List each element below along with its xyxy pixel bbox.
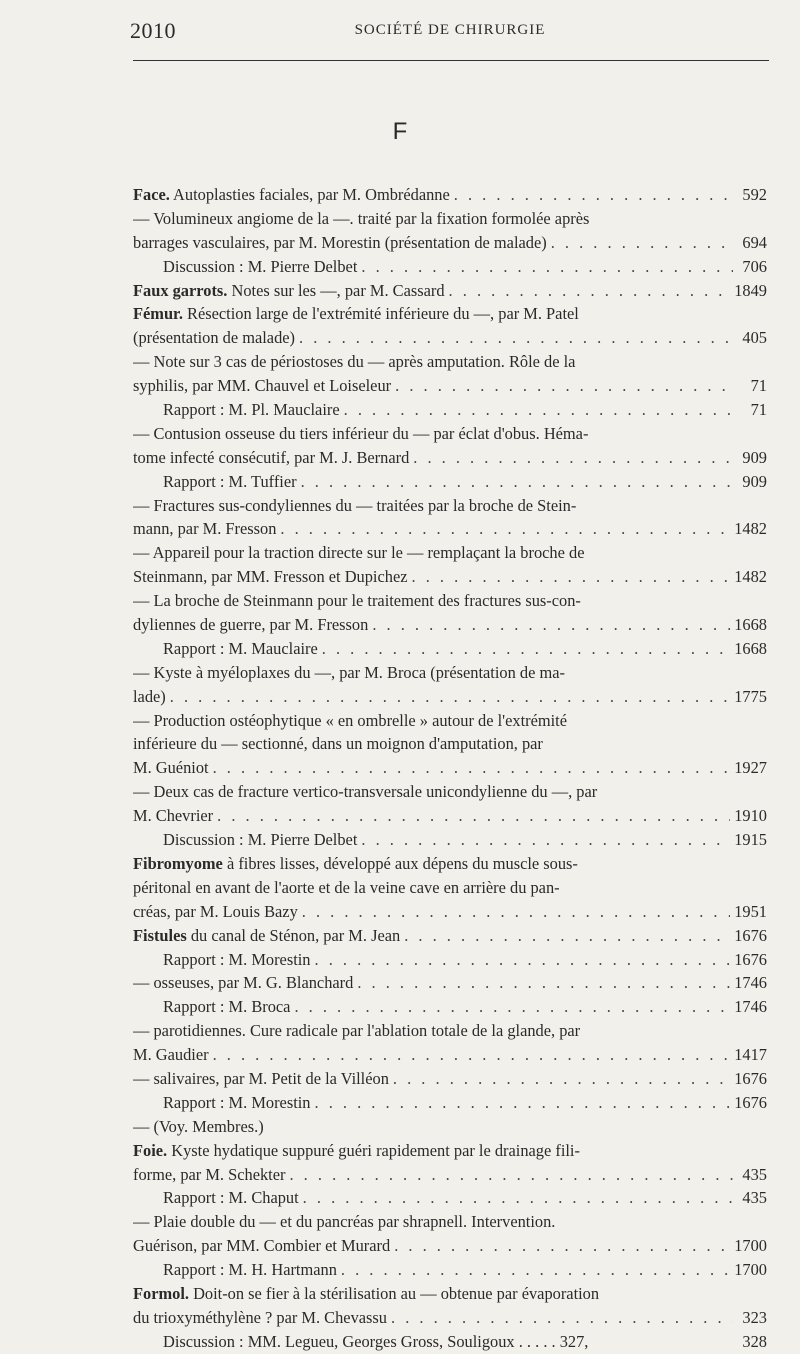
entry-keyword: Fibromyome xyxy=(133,853,223,873)
index-entry-line xyxy=(133,828,767,852)
entry-description: Rapport : M. Morestin xyxy=(163,949,311,969)
index-entry-line xyxy=(133,1163,767,1187)
index-entry-line xyxy=(133,852,767,876)
index-entry-line xyxy=(133,1258,767,1282)
page-reference: 909 xyxy=(742,447,767,467)
entry-description: — Volumineux angiome de la —. traité par la fixation formolée après xyxy=(133,208,590,228)
index-entry-line xyxy=(133,1234,767,1258)
page-reference: 1676 xyxy=(734,949,767,969)
page-reference: 1676 xyxy=(734,1092,767,1112)
entry-description: — Contusion osseuse du tiers inférieur du — par éclat d'obus. Héma- xyxy=(133,423,589,443)
entry-description: — Kyste à myéloplaxes du —, par M. Broca (présentation de ma- xyxy=(133,662,565,682)
entry-description: à fibres lisses, développé aux dépens du muscle sous- xyxy=(222,853,578,873)
leader-dots xyxy=(551,231,733,255)
leader-dots xyxy=(449,279,731,303)
entry-description: Rapport : M. Morestin xyxy=(163,1092,311,1112)
index-entry-line xyxy=(133,517,767,541)
entry-description: — La broche de Steinmann pour le traitement des fractures sus-con- xyxy=(133,591,581,611)
entry-description: barrages vasculaires, par M. Morestin (présentation de malade) xyxy=(133,232,547,252)
entry-description: Rapport : M. Chaput xyxy=(163,1188,299,1208)
index-entry-line xyxy=(133,207,767,231)
section-letter: F xyxy=(392,118,408,145)
leader-dots xyxy=(361,828,730,852)
entry-text xyxy=(133,231,547,255)
entry-description: du trioxyméthylène ? par M. Chevassu xyxy=(133,1307,387,1327)
index-entry-line xyxy=(133,637,767,661)
entry-description: (présentation de malade) xyxy=(133,328,296,348)
leader-dots xyxy=(213,1043,731,1067)
page-reference: 1746 xyxy=(734,973,767,993)
leader-dots xyxy=(357,971,730,995)
index-entry-line xyxy=(133,279,767,303)
entry-text xyxy=(133,1043,209,1067)
entry-description: dyliennes de guerre, par M. Fresson xyxy=(133,615,369,635)
index-entry-line xyxy=(133,804,767,828)
entry-description: M. Gaudier xyxy=(133,1045,209,1065)
entry-text xyxy=(133,183,450,207)
leader-dots xyxy=(393,1067,730,1091)
entry-text xyxy=(133,541,584,565)
entry-description: inférieure du — sectionné, dans un moignon d'amputation, par xyxy=(133,734,543,754)
page-reference: 1668 xyxy=(734,615,767,635)
leader-dots xyxy=(303,1186,733,1210)
entry-keyword: Formol. xyxy=(133,1283,189,1303)
entry-keyword: Face. xyxy=(133,185,170,204)
entry-text xyxy=(133,1019,580,1043)
entry-text xyxy=(133,565,408,589)
entry-description: Steinmann, par MM. Fresson et Dupichez xyxy=(133,567,408,587)
leader-dots xyxy=(301,470,733,494)
index-entry-line xyxy=(133,709,767,733)
entry-text xyxy=(133,780,597,804)
entry-text xyxy=(133,852,578,876)
entry-text xyxy=(163,1091,311,1115)
page-reference: 1951 xyxy=(734,901,767,921)
page-reference: 1910 xyxy=(734,806,767,826)
entry-text xyxy=(133,279,445,303)
entry-keyword: Fistules xyxy=(133,925,187,945)
entry-text xyxy=(133,350,575,374)
entry-description: tome infecté consécutif, par M. J. Bernard xyxy=(133,447,410,467)
entry-text xyxy=(163,637,318,661)
index-entry-line xyxy=(133,302,767,326)
page-reference: 1775 xyxy=(734,686,767,706)
entry-text xyxy=(133,971,353,995)
page-reference: 405 xyxy=(742,328,767,348)
index-entry-line xyxy=(133,589,767,613)
index-entry-line xyxy=(133,398,767,422)
index-entry-line xyxy=(133,1210,767,1234)
entry-description: — Deux cas de fracture vertico-transversale unicondylienne du —, par xyxy=(133,782,598,802)
leader-dots xyxy=(322,637,730,661)
page-reference: 1700 xyxy=(734,1260,767,1280)
index-entry-line xyxy=(133,1330,767,1354)
entry-description: du canal de Sténon, par M. Jean xyxy=(186,925,401,945)
entry-description: M. Chevrier xyxy=(133,806,214,826)
page-reference: 71 xyxy=(750,376,767,396)
leader-dots xyxy=(394,1234,730,1258)
entry-text xyxy=(163,995,290,1019)
index-entry-line xyxy=(133,1139,767,1163)
index-entry-line xyxy=(133,1115,767,1139)
page-header xyxy=(130,18,770,48)
leader-dots xyxy=(315,1091,731,1115)
leader-dots xyxy=(344,398,733,422)
index-entry-line xyxy=(133,494,767,518)
page-reference: 435 xyxy=(742,1188,767,1208)
entry-text xyxy=(133,1163,285,1187)
index-entry-line xyxy=(133,374,767,398)
leader-dots xyxy=(404,924,730,948)
page-reference: 1482 xyxy=(734,519,767,539)
page-number: 2010 xyxy=(130,18,176,43)
index-entry-line xyxy=(133,183,767,207)
leader-dots xyxy=(170,685,730,709)
page-reference: 909 xyxy=(742,471,767,491)
entry-description: — Note sur 3 cas de périostoses du — après amputation. Rôle de la xyxy=(133,352,576,372)
page-reference: 1927 xyxy=(734,758,767,778)
index-entry-line xyxy=(133,326,767,350)
index-entry-line xyxy=(133,732,767,756)
index-entry-line xyxy=(133,1282,767,1306)
page-reference: 1700 xyxy=(734,1236,767,1256)
index-entry-line xyxy=(133,876,767,900)
entry-description: — parotidiennes. Cure radicale par l'ablation totale de la glande, par xyxy=(133,1021,581,1041)
entry-text xyxy=(133,1139,580,1163)
entry-description: — salivaires, par M. Petit de la Villéon xyxy=(133,1068,389,1088)
entry-description: syphilis, par MM. Chauvel et Loiseleur xyxy=(133,376,392,396)
entry-text xyxy=(163,470,297,494)
leader-dots xyxy=(454,183,733,207)
page-reference: 328 xyxy=(742,1331,767,1351)
entry-text xyxy=(133,924,400,948)
page-reference: 1668 xyxy=(734,638,767,658)
entry-text xyxy=(133,613,368,637)
entry-description: Rapport : M. Tuffier xyxy=(163,471,297,491)
entry-description: Autoplasties faciales, par M. Ombrédanne xyxy=(169,185,450,204)
entry-text xyxy=(133,900,298,924)
page-reference: 435 xyxy=(742,1164,767,1184)
page-reference: 1676 xyxy=(734,1068,767,1088)
page-reference: 592 xyxy=(742,185,767,204)
index-entry-line xyxy=(133,1043,767,1067)
page-reference: 706 xyxy=(742,256,767,276)
entry-text xyxy=(163,398,340,422)
entry-text xyxy=(133,1067,389,1091)
entry-description: Discussion : M. Pierre Delbet xyxy=(163,256,358,276)
leader-dots xyxy=(412,565,731,589)
index-list xyxy=(133,183,767,1354)
entry-description: Rapport : M. Pl. Mauclaire xyxy=(163,400,340,420)
index-entry-line xyxy=(133,470,767,494)
entry-text xyxy=(133,302,579,326)
entry-text xyxy=(133,207,589,231)
index-entry-line xyxy=(133,1091,767,1115)
entry-text xyxy=(133,1306,387,1330)
entry-text xyxy=(163,1330,588,1354)
leader-dots xyxy=(395,374,733,398)
header-rule xyxy=(133,60,769,61)
leader-dots xyxy=(341,1258,730,1282)
entry-text xyxy=(133,494,576,518)
leader-dots xyxy=(217,804,730,828)
page-reference: 694 xyxy=(742,232,767,252)
entry-text xyxy=(133,422,588,446)
entry-description: créas, par M. Louis Bazy xyxy=(133,901,298,921)
entry-text xyxy=(133,517,276,541)
index-entry-line xyxy=(133,900,767,924)
page-reference: 1746 xyxy=(734,997,767,1017)
page-reference: 1676 xyxy=(734,925,767,945)
index-entry-line xyxy=(133,1186,767,1210)
index-entry-line xyxy=(133,685,767,709)
entry-description: forme, par M. Schekter xyxy=(133,1164,286,1184)
leader-dots xyxy=(372,613,730,637)
index-entry-line xyxy=(133,613,767,637)
entry-text xyxy=(133,732,543,756)
entry-text xyxy=(133,1282,599,1306)
index-entry-line xyxy=(133,661,767,685)
entry-description: Guérison, par MM. Combier et Murard xyxy=(133,1236,391,1256)
entry-text xyxy=(133,661,565,685)
entry-description: mann, par M. Fresson xyxy=(133,519,277,539)
entry-text xyxy=(133,756,209,780)
entry-description: Kyste hydatique suppuré guéri rapidement par le drainage fili- xyxy=(167,1140,580,1160)
entry-text xyxy=(163,948,311,972)
entry-description: Résection large de l'extrémité inférieure du —, par M. Patel xyxy=(182,304,579,324)
entry-text xyxy=(133,446,409,470)
leader-dots xyxy=(413,446,733,470)
page-reference: 323 xyxy=(742,1307,767,1327)
entry-keyword: Foie. xyxy=(133,1140,168,1160)
entry-keyword: Faux garrots. xyxy=(133,280,228,300)
index-entry-line xyxy=(133,948,767,972)
entry-text xyxy=(133,1115,264,1139)
entry-description: — osseuses, par M. G. Blanchard xyxy=(133,973,354,993)
leader-dots xyxy=(280,517,730,541)
index-entry-line xyxy=(133,756,767,780)
entry-text xyxy=(133,374,391,398)
index-entry-line xyxy=(133,1306,767,1330)
index-entry-line xyxy=(133,565,767,589)
entry-description: Doit-on se fier à la stérilisation au — obtenue par évaporation xyxy=(188,1283,600,1303)
index-entry-line xyxy=(133,255,767,279)
page-reference: 1417 xyxy=(734,1045,767,1065)
leader-dots xyxy=(361,255,733,279)
running-title: SOCIÉTÉ DE CHIRURGIE xyxy=(354,22,546,38)
entry-description: lade) xyxy=(133,686,166,706)
index-entry-line xyxy=(133,446,767,470)
entry-description: — Plaie double du — et du pancréas par shrapnell. Intervention. xyxy=(133,1212,556,1232)
entry-text xyxy=(163,1258,337,1282)
leader-dots xyxy=(315,948,731,972)
entry-text xyxy=(133,685,166,709)
entry-text xyxy=(133,1210,555,1234)
entry-text xyxy=(163,255,357,279)
entry-description: — Appareil pour la traction directe sur le — remplaçant la broche de xyxy=(133,543,585,563)
leader-dots xyxy=(213,756,731,780)
entry-description: Rapport : M. H. Hartmann xyxy=(163,1260,337,1280)
index-entry-line xyxy=(133,541,767,565)
entry-text xyxy=(133,589,581,613)
entry-description: — Fractures sus-condyliennes du — traitées par la broche de Stein- xyxy=(133,495,577,515)
entry-text xyxy=(133,876,560,900)
leader-dots xyxy=(299,326,733,350)
index-entry-line xyxy=(133,780,767,804)
entry-description: Discussion : M. Pierre Delbet xyxy=(163,830,358,850)
leader-dots xyxy=(302,900,730,924)
entry-keyword: Fémur. xyxy=(133,304,183,324)
index-entry-line xyxy=(133,971,767,995)
entry-text xyxy=(133,1234,390,1258)
entry-text xyxy=(163,1186,299,1210)
entry-text xyxy=(133,709,567,733)
leader-dots xyxy=(391,1306,733,1330)
leader-dots xyxy=(289,1163,733,1187)
entry-text xyxy=(133,326,295,350)
entry-description: Notes sur les —, par M. Cassard xyxy=(227,280,445,300)
entry-text xyxy=(133,804,213,828)
page-reference: 1849 xyxy=(734,280,767,300)
page-reference: 1915 xyxy=(734,830,767,850)
entry-description: Rapport : M. Broca xyxy=(163,997,291,1017)
entry-description: Rapport : M. Mauclaire xyxy=(163,638,318,658)
entry-text xyxy=(163,828,357,852)
leader-dots xyxy=(294,995,730,1019)
entry-description: — Production ostéophytique « en ombrelle » autour de l'extrémité xyxy=(133,710,568,730)
entry-description: péritonal en avant de l'aorte et de la veine cave en arrière du pan- xyxy=(133,877,560,897)
index-entry-line xyxy=(133,1067,767,1091)
page-reference: 1482 xyxy=(734,567,767,587)
index-entry-line xyxy=(133,231,767,255)
entry-description: — (Voy. Membres.) xyxy=(133,1116,264,1136)
index-entry-line xyxy=(133,350,767,374)
index-entry-line xyxy=(133,1019,767,1043)
index-entry-line xyxy=(133,995,767,1019)
index-entry-line xyxy=(133,924,767,948)
entry-description: Discussion : MM. Legueu, Georges Gross, Souligoux . . . . . 327, xyxy=(163,1331,589,1351)
index-entry-line xyxy=(133,422,767,446)
page-reference: 71 xyxy=(750,400,767,420)
entry-description: M. Guéniot xyxy=(133,758,209,778)
